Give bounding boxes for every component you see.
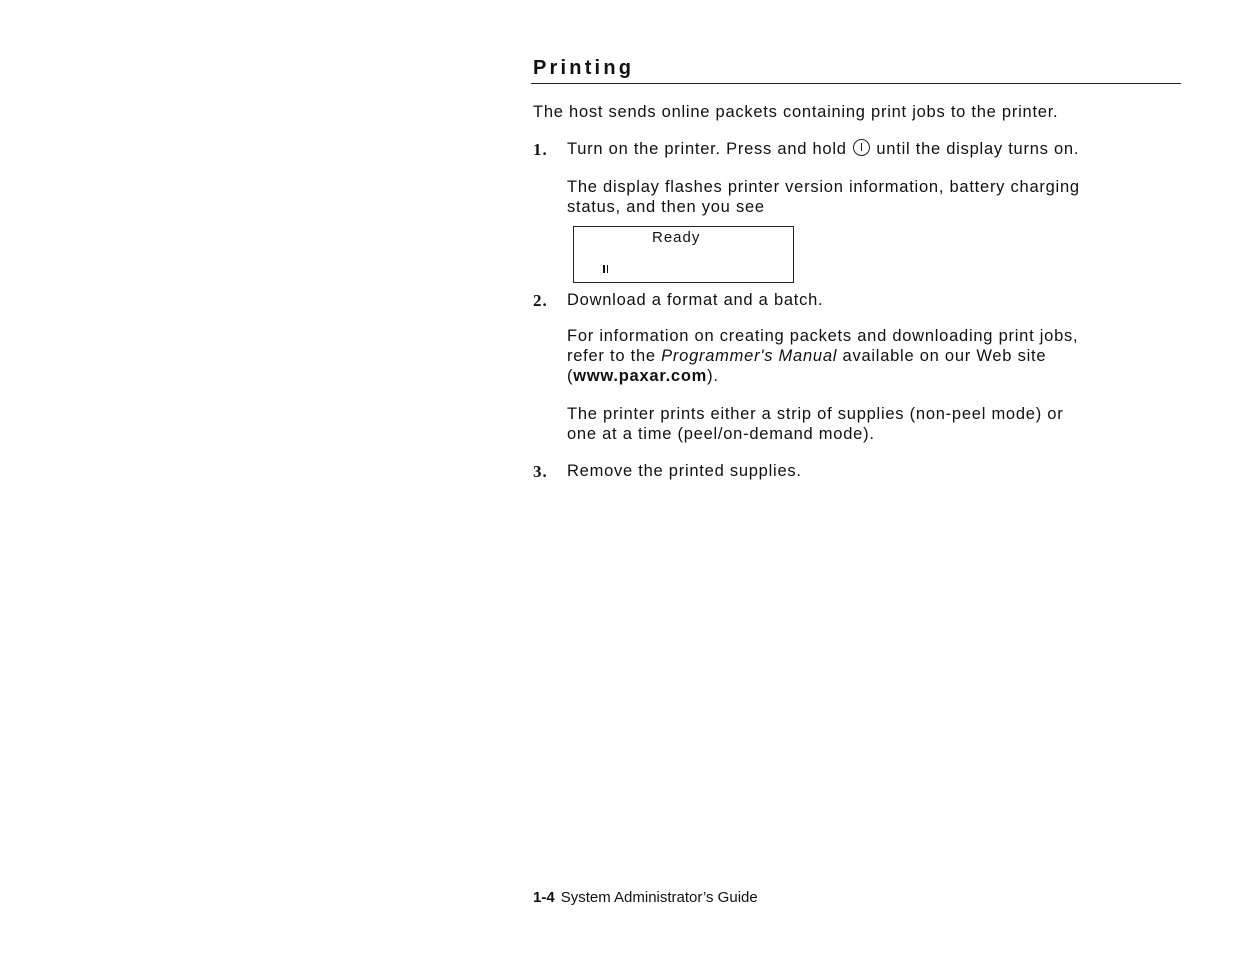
page-footer <box>533 889 758 907</box>
step-2-info-line-3 <box>567 366 719 386</box>
step-1-text-after: until the display turns on. <box>871 140 1080 158</box>
power-icon <box>853 139 870 156</box>
display-ready-text: Ready <box>652 229 701 246</box>
step-2-info-line-2-pre: refer to the <box>567 347 662 365</box>
website-close-paren: ). <box>707 367 719 385</box>
step-2-mode-line-2: one at a time (peel/on-demand mode). <box>567 425 875 443</box>
section-title: Printing <box>533 57 635 79</box>
step-1-text-before: Turn on the printer. Press and hold <box>567 140 853 158</box>
section-title-rule <box>531 83 1181 84</box>
step-1-text <box>567 139 1079 159</box>
step-1-note-line-1: The display flashes printer version information, battery charging <box>567 178 1080 196</box>
step-2-mode-line-1: The printer prints either a strip of supplies (non-peel mode) or <box>567 405 1064 423</box>
step-2-text: Download a format and a batch. <box>567 291 824 309</box>
step-2-info-line-1: For information on creating packets and downloading print jobs, <box>567 327 1079 345</box>
manual-title: Programmer's Manual <box>661 347 838 365</box>
page-number: 1-4 <box>533 889 555 906</box>
guide-title: System Administrator’s Guide <box>560 889 758 906</box>
step-2-number: 2. <box>533 291 548 310</box>
printer-display <box>573 226 794 283</box>
intro-paragraph: The host sends online packets containing print jobs to the printer. <box>533 103 1059 121</box>
step-2-info-line-2 <box>567 346 1046 366</box>
pause-indicator-icon <box>603 265 608 273</box>
website-open-paren: ( <box>567 367 574 385</box>
step-1-number: 1. <box>533 140 548 159</box>
step-1-note-line-2: status, and then you see <box>567 198 765 216</box>
step-3-number: 3. <box>533 462 548 481</box>
step-2-info-line-2-post: available on our Web site <box>837 347 1047 365</box>
website-link[interactable]: www.paxar.com <box>573 367 708 385</box>
step-3-text: Remove the printed supplies. <box>567 462 802 480</box>
